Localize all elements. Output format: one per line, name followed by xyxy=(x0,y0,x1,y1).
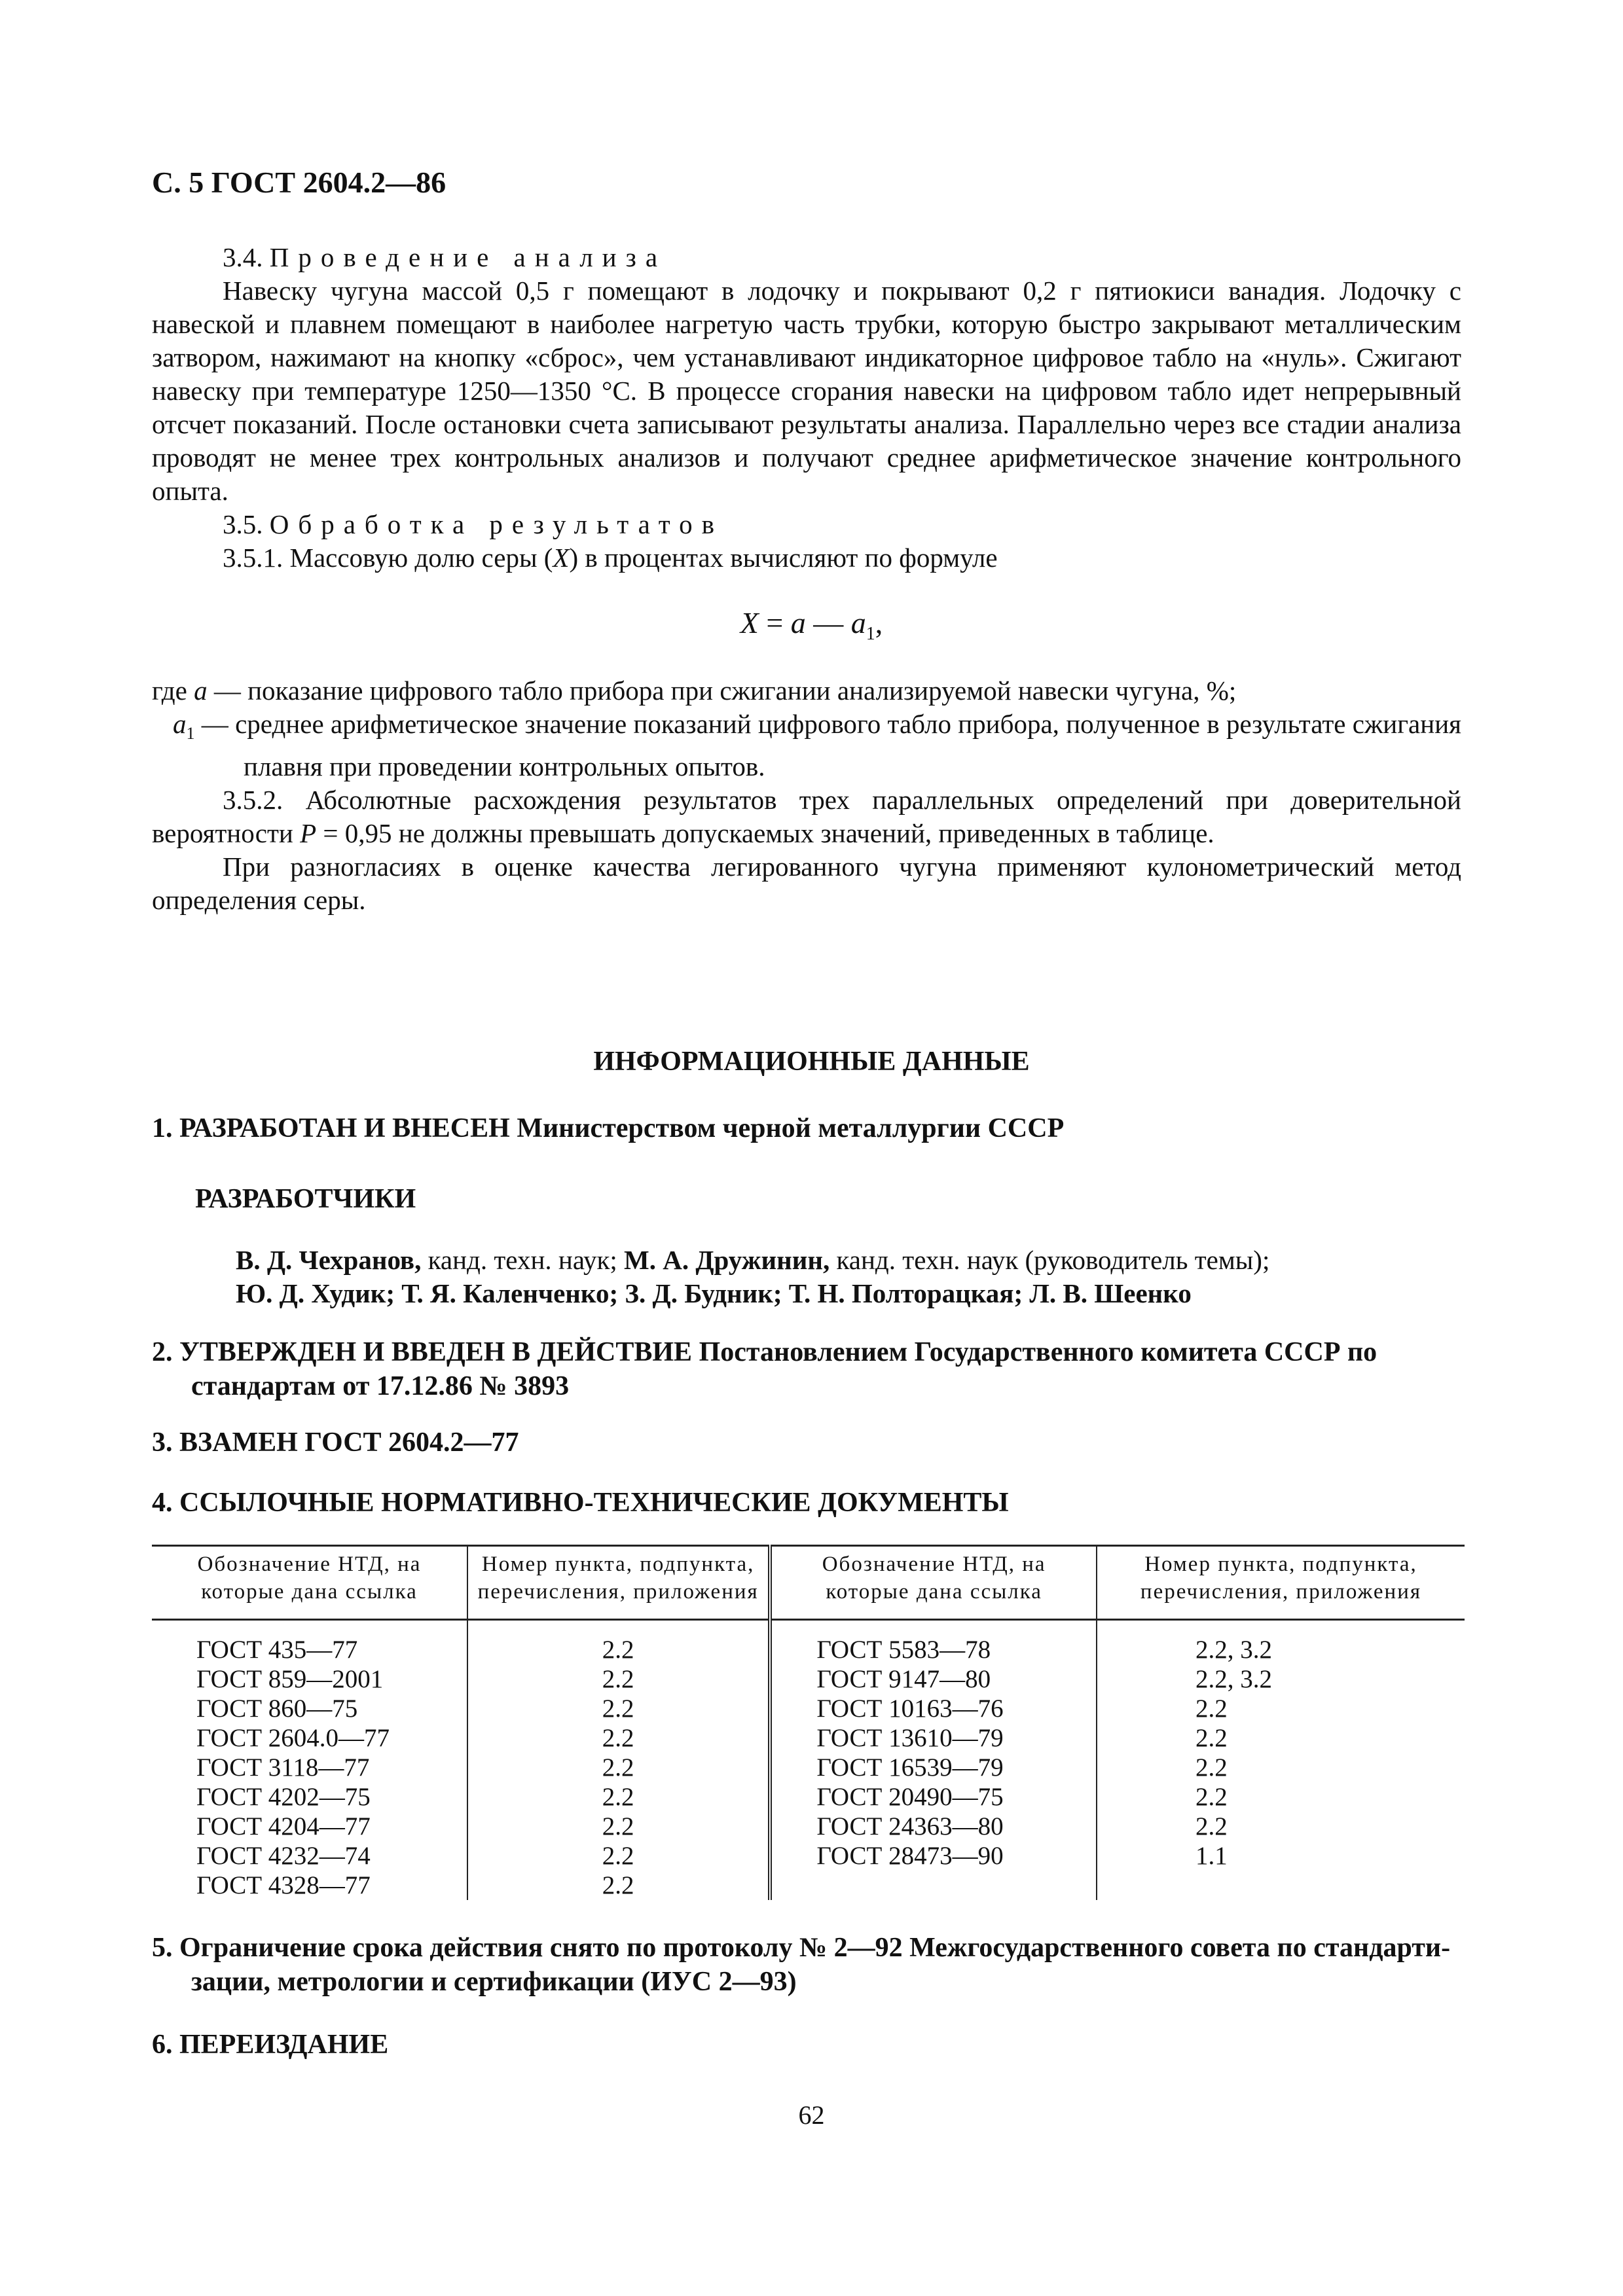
info-item-1-tail: Министерством черной металлургии СССР xyxy=(517,1113,1065,1143)
legend-prefix: где xyxy=(152,675,194,706)
formula-a: a xyxy=(790,606,806,639)
formula-legend xyxy=(152,674,1461,917)
section-3-5-title: Обработка результатов xyxy=(269,509,724,539)
legend-a1 xyxy=(152,708,1461,783)
left-points-cell: 2.2 2.2 2.2 2.2 2.2 2.2 2.2 2.2 2.2 xyxy=(467,1620,770,1901)
dev-name-1: В. Д. Чехранов, xyxy=(236,1245,422,1275)
info-item-2-head: 2. УТВЕРЖДЕН И ВВЕДЕН В ДЕЙСТВИЕ xyxy=(152,1337,693,1367)
section-3-5-2 xyxy=(152,783,1461,850)
developers-line-2: Ю. Д. Худик; Т. Я. Каленченко; З. Д. Будник; Т. Н. Полторацкая; Л. В. Шеенко xyxy=(236,1278,1192,1308)
var-p: P xyxy=(300,818,317,849)
left-codes-cell: ГОСТ 435—77 ГОСТ 859—2001 ГОСТ 860—75 ГОСТ 2604.0—77 ГОСТ 3118—77 ГОСТ 4202—75 ГОСТ 4204—77 ГОСТ 4232—74 ГОСТ 4328—77 xyxy=(152,1620,467,1901)
developers-list xyxy=(236,1244,1467,1310)
reference-table xyxy=(152,1545,1465,1900)
table-row xyxy=(152,1620,1465,1901)
dev-role-1: канд. техн. наук; xyxy=(421,1245,625,1275)
section-3-5-1-text-before: 3.5.1. Массовую долю серы ( xyxy=(223,543,553,573)
formula-sub: 1 xyxy=(866,624,875,645)
legend-a1-desc: — среднее арифметическое значение показаний цифрового табло прибора, полученное в результате сжигания плавня при проведении контрольных опытов. xyxy=(194,709,1461,782)
developers-line-1 xyxy=(236,1244,1467,1277)
info-item-5 xyxy=(152,1931,1465,1999)
legend-a1-sub: 1 xyxy=(186,724,195,744)
section-3-5-1-text-after: ) в процентах вычисляют по формуле xyxy=(569,543,998,573)
formula-a1: a xyxy=(850,606,866,639)
formula-dash: — xyxy=(805,606,851,639)
section-3-5-heading xyxy=(152,508,1461,541)
section-3-4-title: Проведение анализа xyxy=(269,242,667,272)
disagreement-note: При разногласиях в оценке качества легированного чугуна применяют кулонометрический метод определения серы. xyxy=(152,852,1461,916)
formula-tail: , xyxy=(875,606,883,639)
section-3-5-1 xyxy=(152,541,1461,575)
header-ntd-2: Обозначение НТД, на которые дана ссылка xyxy=(770,1546,1097,1620)
header-ntd-1: Обозначение НТД, на которые дана ссылка xyxy=(152,1546,467,1620)
info-item-3: 3. ВЗАМЕН ГОСТ 2604.2—77 xyxy=(152,1427,519,1458)
info-item-2-tail: Постановлением Государственного комитета СССР по xyxy=(699,1337,1377,1367)
dev-name-2: М. А. Дружинин, xyxy=(624,1245,830,1275)
formula xyxy=(0,605,1623,645)
info-item-5-line-1: 5. Ограничение срока действия снято по протоколу № 2—92 Межгосударственного совета по стандарти- xyxy=(152,1933,1451,1963)
table-header-row xyxy=(152,1546,1465,1620)
developers-label: РАЗРАБОТЧИКИ xyxy=(195,1184,416,1214)
section-3-4-text: Навеску чугуна массой 0,5 г помещают в лодочку и покрывают 0,2 г пятиокиси ванадия. Лодочку с навеской и плавнем помещают в наиболее нагретую часть трубки, которую быстро закрывают металлическим затвором, нажимают на кнопку «сброс», чем устанавливают индикаторное цифровое табло на «нуль». Сжигают навеску при температуре 1250—1350 °С. В процессе сгорания навески на цифровом табло идет непрерывный отсчет показаний. После остановки счета записывают результаты анализа. Параллельно через все стадии анализа проводят не менее трех контрольных анализов и получают среднее арифметическое значение контрольного опыта. xyxy=(152,276,1461,506)
legend-a-symbol: a xyxy=(194,675,208,706)
formula-eq: = xyxy=(758,606,791,639)
section-3-5-number: 3.5. xyxy=(223,509,263,539)
formula-x: X xyxy=(740,606,759,639)
page-number: 62 xyxy=(798,2100,825,2130)
legend-a xyxy=(152,674,1461,708)
section-3-4-number: 3.4. xyxy=(223,242,263,272)
info-item-2-line-1 xyxy=(152,1335,1465,1369)
info-item-6: 6. ПЕРЕИЗДАНИЕ xyxy=(152,2030,389,2060)
info-item-5-line-2: зации, метрологии и сертификации (ИУС 2—93) xyxy=(191,1967,797,1997)
var-x: X xyxy=(553,543,570,573)
info-item-1 xyxy=(152,1113,1064,1144)
info-item-2 xyxy=(152,1335,1465,1403)
right-points-cell: 2.2, 3.2 2.2, 3.2 2.2 2.2 2.2 2.2 2.2 1.1 xyxy=(1195,1636,1272,1870)
legend-a-desc: — показание цифрового табло прибора при сжигании анализируемой навески чугуна, %; xyxy=(207,675,1237,706)
dev-role-2: канд. техн. наук (руководитель темы); xyxy=(830,1245,1270,1275)
header-point-2: Номер пункта, подпункта, перечисления, приложения xyxy=(1140,1552,1422,1604)
info-item-1-head: 1. РАЗРАБОТАН И ВНЕСЕН xyxy=(152,1113,510,1143)
right-codes-cell: ГОСТ 5583—78 ГОСТ 9147—80 ГОСТ 10163—76 ГОСТ 13610—79 ГОСТ 16539—79 ГОСТ 20490—75 ГОСТ 24363—80 ГОСТ 28473—90 xyxy=(770,1620,1097,1901)
info-item-4: 4. ССЫЛОЧНЫЕ НОРМАТИВНО-ТЕХНИЧЕСКИЕ ДОКУМЕНТЫ xyxy=(152,1488,1009,1518)
info-item-2-line-2: стандартам от 17.12.86 № 3893 xyxy=(191,1371,570,1401)
legend-a1-symbol: a xyxy=(173,709,187,739)
page-header: С. 5 ГОСТ 2604.2—86 xyxy=(152,166,447,199)
section-3-4 xyxy=(152,241,1461,575)
section-3-5-2-after: = 0,95 не должны превышать допускаемых значений, приведенных в таблице. xyxy=(316,818,1214,849)
section-3-4-heading xyxy=(152,241,1461,274)
section-3-5-2-before: 3.5.2. Абсолютные расхождения результатов трех параллельных определений при доверительной вероятности xyxy=(152,785,1461,849)
info-title: ИНФОРМАЦИОННЫЕ ДАННЫЕ xyxy=(593,1047,1030,1077)
header-point-1: Номер пункта, подпункта, перечисления, приложения xyxy=(467,1546,770,1620)
